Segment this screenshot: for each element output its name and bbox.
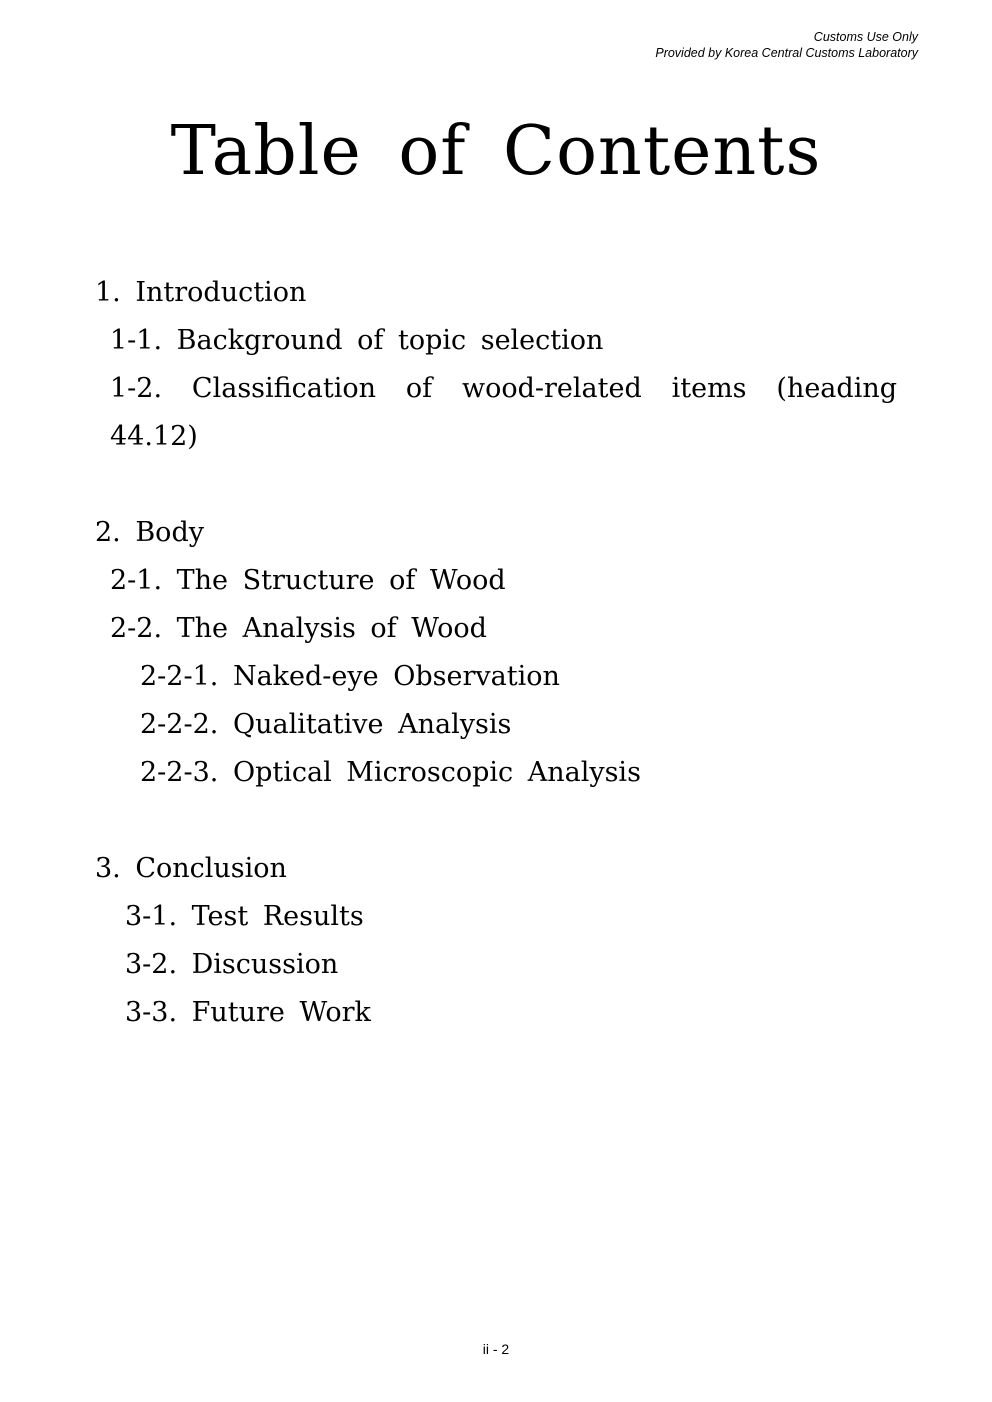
toc-subsection-discussion: 3-2. Discussion (125, 949, 339, 980)
toc-spacer (95, 797, 897, 845)
toc-spacer (95, 461, 897, 509)
table-of-contents (95, 269, 897, 1037)
page-header (655, 29, 918, 61)
toc-subsection-background: 1-1. Background of topic selection (110, 325, 604, 356)
toc-section-conclusion: 3. Conclusion (95, 853, 287, 884)
toc-subsection-analysis: 2-2. The Analysis of Wood (110, 613, 487, 644)
toc-subsubsection-microscopic: 2-2-3. Optical Microscopic Analysis (140, 757, 641, 788)
toc-subsection-test-results: 3-1. Test Results (125, 901, 364, 932)
toc-section-body: 2. Body (95, 517, 204, 548)
toc-subsection-classification: 1-2. Classification of wood-related items (heading 44.12) (110, 373, 897, 452)
toc-subsubsection-qualitative: 2-2-2. Qualitative Analysis (140, 709, 512, 740)
toc-subsubsection-naked-eye: 2-2-1. Naked-eye Observation (140, 661, 560, 692)
page-title: Table of Contents (170, 112, 822, 191)
header-provider: Provided by Korea Central Customs Laboratory (655, 46, 918, 60)
toc-section-introduction: 1. Introduction (95, 277, 307, 308)
toc-subsection-structure: 2-1. The Structure of Wood (110, 565, 506, 596)
header-classification: Customs Use Only (813, 30, 918, 44)
toc-subsection-future-work: 3-3. Future Work (125, 997, 371, 1028)
page-number: ii - 2 (482, 1341, 510, 1357)
